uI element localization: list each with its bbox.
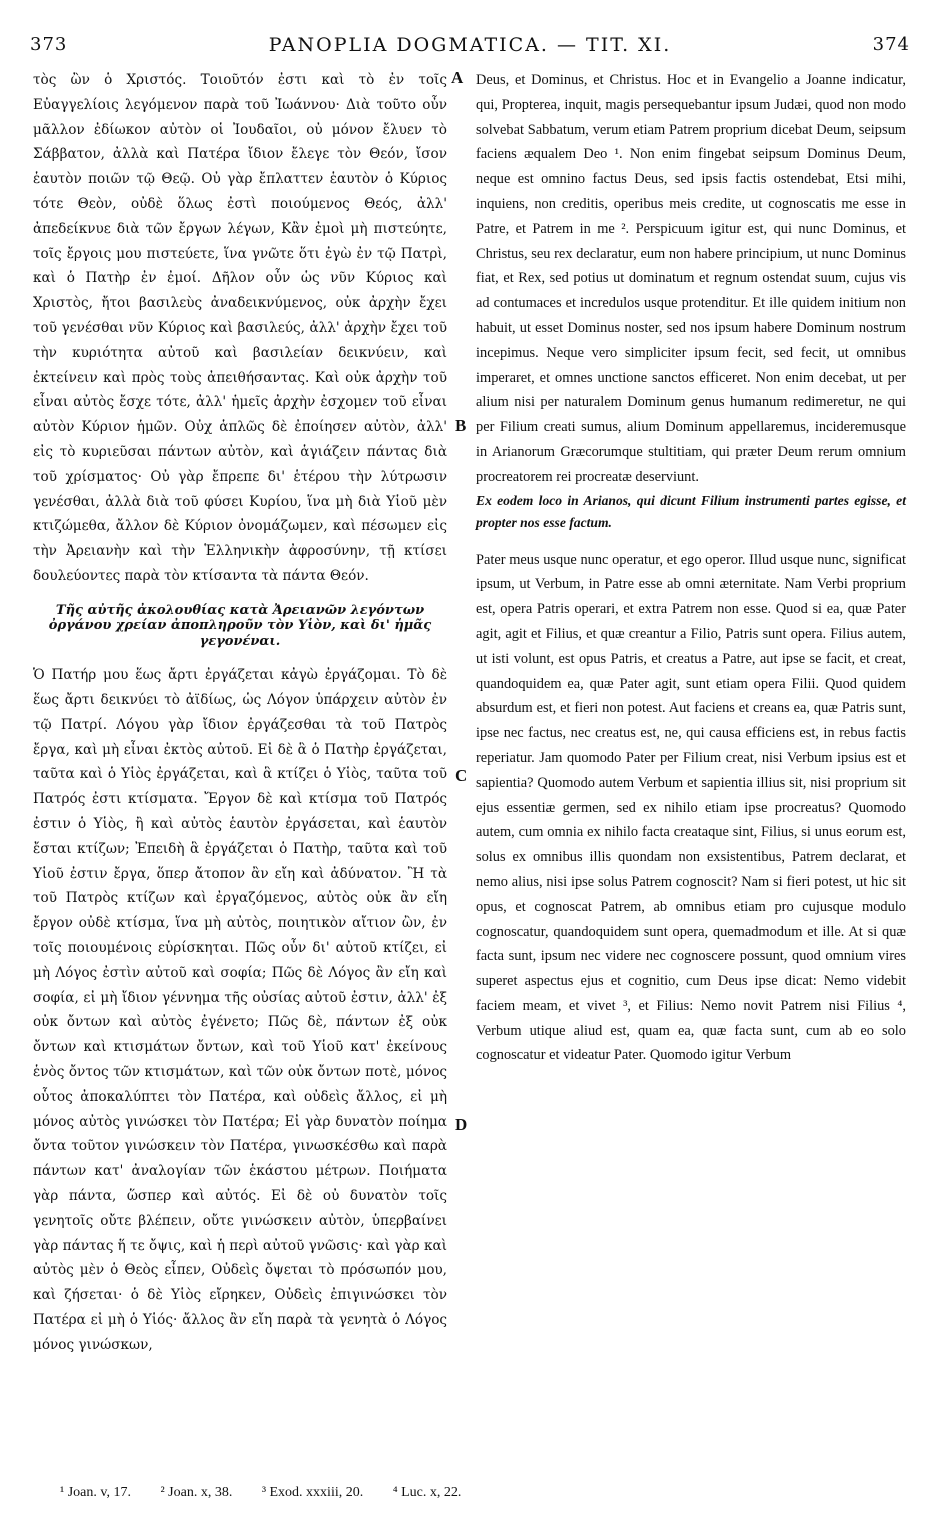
- latin-paragraph-2: Pater meus usque nunc operatur, et ego operor. Illud usque nunc, significat ipsum, ut Verbum, in Patre esse ab omni æternitate. Nam Verbi proprium est, opera Patris operari, et extra Patrem non esse. Quod si ea, quæ Pater agit, agit et Filius, et quæ creantur a Filio, Patris sunt opera. Filius autem, ut isti volunt, est opus Patris, et creatus a Patre, aut ipse se facit, et creat, quandoquidem ea, quæ Pater agit, sunt etiam opera Filii. Quod quidem absurdum est, et fieri non potest. Aut faciens et creans ea, quæ Patris sunt, ipse nec factus, nec creatus est, ne, qui causa efficiens est, in rebus factis reperiatur. Jam quomodo Pater per Filium creat, nisi Verbum ipsius est et sapientia? Quomodo autem Verbum et sapientia illius sit, nisi proprium sit ejus essentiæ germen, sed ex nihilo etiam ipse procreatus? Quomodo autem, cum omnia ex nihilo facta creataque sint, Filius, si unus eorum est, solus ex omnibus illis quondam non exsistentibus, Patrem declarat, et nemo alius, nisi ipse solus Patrem cognoscit? Nam si fieri potest, ut hic sit opus, et cognoscat Patrem, ab omnibus etiam pro cujusque modulo cognoscatur, quandoquidem sunt opera, quemadmodum et ille. At si quæ facta sunt, ipsum nec videre nec cognoscere possunt, quod omnium vires superet aspectus ejus et cognitio, cum Deus ipse dicat: Nemo videbit faciem meam, et vivet ³, et Filius: Nemo novit Patrem nisi Filius ⁴, Verbum utique aliud est, quam ea, quæ facta sunt, cum ab eo solo cognoscatur et videatur Pater. Quomodo igitur Verbum: [476, 551, 906, 1064]
- latin-paragraph-1: Deus, et Dominus, et Christus. Hoc et in Evangelio a Joanne indicatur, qui, Propterea, inquit, magis persequebantur ipsum Judæi, quod non modo solvebat Sabbatum, verum etiam Patrem proprium dicebat Deum, seipsum faciens æqualem Deo ¹. Non enim fingebat seipsum Dominus Deum, neque est omnino factus Deus, sed ipsis factis ostendebat, Etsi mihi, inquiens, non creditis, operibus meis credite, ut cognoscatis me esse in Patre, et Patrem in me ². Perspicuum igitur est, qui nunc Dominus, et Christus, seu rex declaratur, eum non habere principium, ut nunc Dominus fiat, et Rex, sed potius ut dominatum et regnum ostendat suum, cujus vis ad contumaces et incredulos usque protenditur. Et ille quidem initium non habuit, ut esset Dominus noster, sed nos ipsum habere Dominum nostrum incepimus. Neque vero simpliciter ipsum fecit, sed fecit, ut omnibus imperaret, et omnes unctione sanctos efficeret. Non enim decebat, ut per alium nisi per naturalem Dominum genus humanum redimeretur, ne qui per Filium creati sumus, alium Dominum appellaremus, incideremusque in Arianorum Græcorumque stultitiam, qui præter Deum rerum omnium procreatorem rei procreatæ deserviunt.: [476, 72, 906, 485]
- latin-section-heading: Ex eodem loco in Arianos, qui dicunt Filium instrumenti partes egisse, et propter nos esse factum.: [476, 492, 906, 530]
- footnote-1: ¹ Joan. v, 17.: [60, 1485, 131, 1500]
- greek-column: [33, 68, 447, 1358]
- footnote-4: ⁴ Luc. x, 22.: [392, 1485, 462, 1500]
- page-number-right: 374: [872, 34, 910, 55]
- running-header: [30, 34, 910, 60]
- margin-marker-b: B: [455, 416, 467, 435]
- footnote-2: ² Joan. x, 38.: [160, 1485, 233, 1500]
- greek-section-heading: Τῆς αὐτῆς ἀκολουθίας κατὰ Ἀρειανῶν λεγόντων ὀργάνου χρείαν ἀποπληροῦν τὸν Υἱὸν, καὶ δι' ἡμᾶς γεγονέναι.: [48, 602, 432, 649]
- running-title: PANOPLIA DOGMATICA. — TIT. XI.: [268, 34, 672, 56]
- footnote-3: ³ Exod. xxxiii, 20.: [261, 1485, 364, 1500]
- footnotes: [60, 1485, 900, 1501]
- margin-marker-a: A: [451, 68, 464, 87]
- greek-paragraph-2: Ὁ Πατήρ μου ἕως ἄρτι ἐργάζεται κἀγὼ ἐργάζομαι. Τὸ δὲ ἕως ἄρτι δεικνύει τὸ ἀϊδίως, ὡς Λόγον ὑπάρχειν αὐτὸν ἐν τῷ Πατρί. Λόγου γὰρ ἴδιον ἐργάζεσθαι τὰ τοῦ Πατρὸς ἔργα, καὶ μὴ εἶναι ἐκτὸς αὐτοῦ. Εἰ δὲ ἃ ὁ Πατὴρ ἐργάζεται, ταῦτα καὶ ὁ Υἱὸς ἐργάζεται, καὶ ἃ κτίζει ὁ Υἱὸς, ταῦτα τοῦ Πατρός ἐστι κτίσματα. Ἔργον δὲ καὶ κτίσμα τοῦ Πατρός ἐστιν ὁ Υἱὸς, ἢ καὶ αὐτὸς ἑαυτὸν ἐργάσεται, καὶ ἑαυτὸν ἔσται κτίζων; Ἐπειδὴ ἃ ἐργάζεται ὁ Πατὴρ, ταῦτα καὶ τοῦ Υἱοῦ ἐστιν ἔργα, ὅπερ ἄτοπον ἂν εἴη καὶ ἀδύνατον. Ἢ τὰ τοῦ Πατρὸς κτίζων καὶ ἐργαζόμενος, αὐτὸς οὐκ ἂν εἴη ἔργον οὐδὲ κτίσμα, ἵνα μὴ αὐτὸς, ποιητικὸν αἴτιον ὢν, ἐν τοῖς ποιουμένοις εὑρίσκηται. Πῶς οὖν δι' αὐτοῦ κτίζει, εἰ μὴ Λόγος ἐστὶν αὐτοῦ καὶ σοφία; Πῶς δὲ Λόγος ἂν εἴη καὶ σοφία, εἰ μὴ ἴδιον γέννημα τῆς οὐσίας αὐτοῦ ἐστιν, ἀλλ' ἐξ οὐκ ὄντων καὶ αὐτὸς ἐγένετο; Πῶς δὲ, πάντων ἐξ οὐκ ὄντων καὶ κτισμάτων ὄντων, καὶ τοῦ Υἱοῦ κατ' ἐκείνους ἑνὸς ὄντος τῶν κτισμάτων, καὶ τῶν οὐκ ὄντων ποτὲ, μόνος οὗτος ἀποκαλύπτει τὸν Πατέρα, καὶ οὐδεὶς ἄλλος, εἰ μὴ μόνος αὐτὸς γινώσκει τὸν Πατέρα; Εἰ γὰρ δυνατὸν ποίημα ὄντα τοῦτον γινώσκειν τὸν Πατέρα, γινωσκέσθω καὶ παρὰ πάντων κατ' ἀναλογίαν τῶν ἑκάστου μέτρων. Ποιήματα γὰρ πάντα, ὥσπερ καὶ αὐτός. Εἰ δὲ οὐ δυνατὸν τοῖς γενητοῖς οὔτε βλέπειν, οὔτε γινώσκειν αὐτὸν, ὑπερβαίνει γὰρ πάντας ἥ τε ὄψις, καὶ ἡ περὶ αὐτοῦ γνῶσις· καὶ γὰρ καὶ αὐτὸς μὲν ὁ Θεὸς εἶπεν, Οὐδεὶς ὄψεται τὸ πρόσωπόν μου, καὶ ζήσεται· ὁ δὲ Υἱὸς εἴρηκεν, Οὐδεὶς ἐπιγινώσκει τὸν Πατέρα εἰ μὴ ὁ Υἱός· ἄλλος ἂν εἴη παρὰ τὰ γενητὰ ὁ Λόγος μόνος γινώσκων,: [33, 667, 447, 1353]
- greek-paragraph-1: τὸς ὢν ὁ Χριστός. Τοιοῦτόν ἐστι καὶ τὸ ἐν τοῖς Εὐαγγελίοις λεγόμενον παρὰ τοῦ Ἰωάννου· Διὰ τοῦτο οὖν μᾶλλον ἐδίωκον αὐτὸν οἱ Ἰουδαῖοι, οὐ μόνον ἔλυεν τὸ Σάββατον, ἀλλὰ καὶ Πατέρα ἴδιον ἔλεγε τὸν Θεόν, ἴσον ἑαυτὸν ποιῶν τῷ Θεῷ. Οὐ γὰρ ἔπλαττεν ἑαυτὸν ὁ Κύριος τότε Θεὸν, οὐδὲ ὅλως ἐστὶ ποιούμενος Θεός, ἀλλ' ἀπεδείκνυε διὰ τῶν ἔργων λέγων, Κἂν ἐμοὶ μὴ πιστεύητε, τοῖς ἔργοις μου πιστεύετε, ἵνα γνῶτε ὅτι ἐγὼ ἐν τῷ Πατρὶ, καὶ ὁ Πατὴρ ἐν ἐμοί. Δῆλον οὖν ὡς νῦν Κύριος καὶ Χριστὸς, ἤτοι βασιλεὺς ἀναδεικνύμενος, οὐκ ἀρχὴν ἔχει τοῦ γενέσθαι νῦν Κύριος καὶ βασιλεύς, ἀλλ' ἀρχὴν ἔχει τοῦ τὴν κυριότητα αὐτοῦ καὶ βασιλείαν δεικνύειν, καὶ ἐκτείνειν καὶ πρὸς τοὺς ἀπειθήσαντας. Καὶ οὐκ ἀρχὴν τοῦ εἶναι αὐτὸς ἔσχε τότε, ἀλλ' ἡμεῖς ἀρχὴν ἐσχομεν τοῦ εἶναι αὐτὸν Κύριον ἡμῶν. Οὐχ ἁπλῶς δὲ ἐποίησεν αὐτὸν, ἀλλ' εἰς τὸ κυριεῦσαι πάντων αὐτὸν, καὶ ἁγιάζειν πάντας διὰ τοῦ χρίσματος· Οὐ γὰρ ἔπρεπε δι' ἑτέρου τὴν λύτρωσιν γενέσθαι, ἀλλὰ διὰ τοῦ φύσει Κυρίου, ἵνα μὴ διὰ Υἱοῦ μὲν κτιζώμεθα, ἄλλον δὲ Κύριον ὀνομάζωμεν, καὶ πέσωμεν εἰς τὴν Ἀρειανὴν καὶ τὴν Ἑλληνικὴν ἀφροσύνην, τῇ κτίσει δουλεύοντες παρὰ τὸν κτίσαντα τὰ πάντα Θεόν.: [33, 72, 447, 584]
- latin-column: [476, 68, 906, 1068]
- margin-marker-c: C: [455, 766, 468, 785]
- margin-marker-d: D: [455, 1115, 468, 1134]
- page-number-left: 373: [30, 34, 68, 55]
